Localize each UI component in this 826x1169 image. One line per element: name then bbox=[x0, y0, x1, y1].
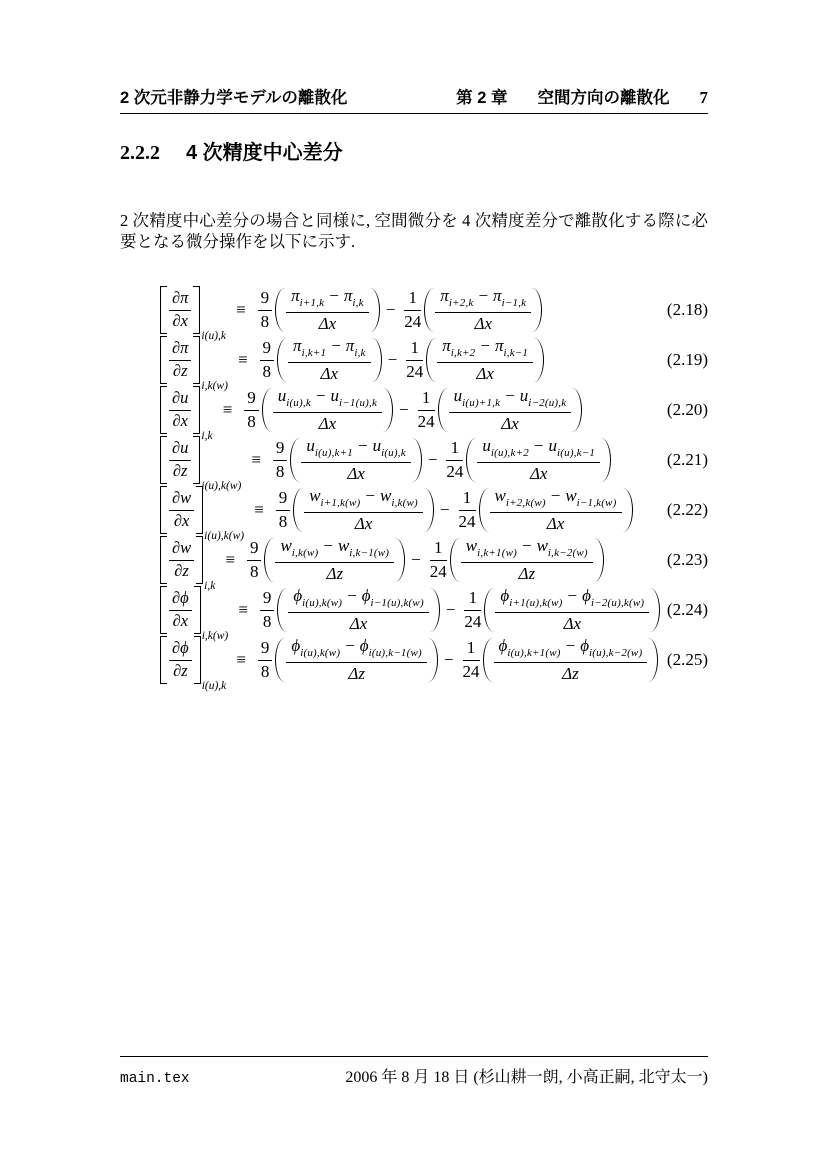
minus-sign: − bbox=[505, 386, 515, 406]
equiv-sign: ≡ bbox=[225, 549, 235, 569]
coefficient-fraction-2: $\frac{1}{24}$ bbox=[429, 538, 447, 581]
term-3: $\phi_{i(u),k+1(w)}$ bbox=[498, 636, 561, 660]
bracket-subscript: i,k(w) bbox=[201, 629, 229, 642]
equiv-sign: ≡ bbox=[238, 599, 248, 619]
term-2: $w_{i,k(w)}$ bbox=[380, 486, 418, 510]
grid-spacing-1: Δx bbox=[318, 414, 337, 434]
bracket-subscript: i,k bbox=[204, 579, 216, 592]
equation-body bbox=[160, 286, 542, 342]
partial-derivative-fraction bbox=[169, 539, 194, 581]
grid-spacing-1: Δz bbox=[348, 664, 365, 684]
minus-sign: − bbox=[521, 536, 532, 556]
right-bracket bbox=[193, 436, 200, 484]
derivative-operator-bracket bbox=[160, 637, 201, 683]
minus-sign: − bbox=[411, 549, 421, 569]
left-paren-icon bbox=[277, 588, 287, 632]
partial-derivative-fraction bbox=[169, 439, 191, 481]
term-3: $w_{i,k+1(w)}$ bbox=[465, 536, 517, 560]
difference-fraction-1 bbox=[286, 286, 369, 334]
derivative-denominator: ∂z bbox=[173, 660, 188, 680]
term-2: $\pi_{i,k}$ bbox=[343, 286, 364, 310]
partial-derivative-fraction bbox=[169, 489, 194, 531]
minus-sign: − bbox=[357, 436, 368, 456]
equation-row bbox=[120, 285, 708, 342]
minus-sign: − bbox=[345, 636, 355, 656]
equation-row bbox=[120, 535, 708, 592]
term-1: $w_{i,k(w)}$ bbox=[280, 536, 319, 560]
grid-spacing-1: Δz bbox=[326, 564, 344, 584]
term-2: $\phi_{i(u),k-1(w)}$ bbox=[359, 636, 422, 660]
term-3: $u_{i(u),k+2}$ bbox=[482, 436, 529, 460]
derivative-operator-bracket bbox=[160, 537, 203, 583]
difference-fraction-2 bbox=[435, 286, 531, 334]
term-4: $\phi_{i-2(u),k(w)}$ bbox=[582, 586, 645, 610]
term-2: $u_{i(u),k}$ bbox=[372, 436, 406, 460]
coefficient-fraction-2: $\frac{1}{24}$ bbox=[462, 638, 480, 681]
derivative-denominator: ∂x bbox=[172, 310, 188, 330]
minus-sign: − bbox=[439, 499, 450, 519]
derivative-operator-bracket bbox=[160, 337, 200, 383]
coefficient-fraction-2: $\frac{1}{24}$ bbox=[464, 588, 482, 631]
right-paren-icon bbox=[428, 638, 438, 682]
coefficient-fraction-1: $\frac{9}{8}$ bbox=[276, 488, 291, 531]
derivative-numerator: ∂ϕ bbox=[169, 639, 192, 661]
coefficient-fraction-2: $\frac{1}{24}$ bbox=[458, 488, 476, 531]
derivative-numerator: ∂π bbox=[169, 289, 191, 311]
header-right-group bbox=[456, 84, 708, 108]
equation-body bbox=[160, 486, 633, 542]
left-bracket bbox=[160, 486, 167, 534]
right-paren-icon bbox=[430, 588, 440, 632]
difference-fraction-2 bbox=[477, 436, 600, 484]
equation-row bbox=[120, 635, 708, 692]
coefficient-fraction-1: $\frac{9}{8}$ bbox=[260, 338, 275, 381]
right-paren-icon bbox=[424, 488, 434, 532]
equation-row bbox=[120, 485, 708, 542]
term-2: $\pi_{i,k}$ bbox=[345, 336, 366, 360]
bracket-subscript: i(u),k bbox=[201, 679, 227, 692]
equation-number: (2.22) bbox=[666, 500, 708, 519]
left-paren-icon bbox=[484, 588, 494, 632]
equation-body bbox=[160, 586, 660, 642]
right-paren-icon bbox=[372, 338, 382, 382]
partial-derivative-fraction bbox=[169, 289, 191, 331]
left-paren-icon bbox=[277, 338, 287, 382]
difference-fraction-1 bbox=[301, 436, 410, 484]
page-footer bbox=[120, 1056, 708, 1087]
derivative-operator-bracket bbox=[160, 287, 200, 333]
minus-sign: − bbox=[329, 286, 339, 306]
equation-row bbox=[120, 585, 708, 642]
minus-sign: − bbox=[331, 336, 341, 356]
term-3: $w_{i+2,k(w)}$ bbox=[494, 486, 546, 510]
minus-sign: − bbox=[480, 336, 490, 356]
left-bracket bbox=[160, 286, 167, 334]
term-1: $\phi_{i(u),k(w)}$ bbox=[291, 636, 341, 660]
derivative-numerator: ∂π bbox=[169, 339, 191, 361]
bracket-subscript: i,k bbox=[201, 429, 213, 442]
grid-spacing-1: Δx bbox=[349, 614, 368, 634]
term-4: $u_{i(u),k-1}$ bbox=[548, 436, 596, 460]
grid-spacing-2: Δx bbox=[529, 464, 548, 484]
coefficient-fraction-1: $\frac{9}{8}$ bbox=[244, 388, 259, 431]
left-paren-icon bbox=[438, 388, 448, 432]
derivative-denominator: ∂z bbox=[174, 560, 189, 580]
derivative-numerator: ∂u bbox=[169, 389, 191, 411]
right-paren-icon bbox=[370, 288, 380, 332]
left-paren-icon bbox=[479, 488, 489, 532]
section-title: 4 次精度中心差分 bbox=[186, 142, 343, 164]
right-paren-icon bbox=[532, 288, 542, 332]
right-paren-icon bbox=[601, 438, 611, 482]
difference-fraction-1 bbox=[288, 336, 371, 384]
left-paren-icon bbox=[466, 438, 476, 482]
intro-paragraph: 2 次精度中心差分の場合と同様に, 空間微分を 4 次精度差分で離散化する際に必要となる微分操作を以下に示す. bbox=[120, 210, 708, 251]
left-bracket bbox=[160, 386, 167, 434]
right-bracket bbox=[194, 586, 201, 634]
derivative-denominator: ∂z bbox=[172, 460, 188, 480]
coefficient-fraction-2: $\frac{1}{24}$ bbox=[406, 338, 424, 381]
derivative-denominator: ∂x bbox=[173, 510, 190, 530]
minus-sign: − bbox=[533, 436, 544, 456]
bracket-subscript: i(u),k(w) bbox=[201, 479, 242, 492]
grid-spacing-2: Δx bbox=[501, 414, 519, 434]
section-heading bbox=[120, 136, 343, 165]
difference-fraction-2 bbox=[461, 536, 593, 584]
difference-fraction-1 bbox=[275, 536, 394, 584]
page-number: 7 bbox=[699, 88, 708, 107]
left-paren-icon bbox=[483, 638, 493, 682]
difference-fraction-2 bbox=[495, 586, 649, 634]
partial-derivative-fraction bbox=[169, 639, 192, 681]
right-bracket bbox=[193, 386, 200, 434]
term-4: $\pi_{i-1,k}$ bbox=[493, 286, 527, 310]
term-3: $u_{i(u)+1,k}$ bbox=[453, 386, 501, 410]
derivative-numerator: ∂w bbox=[169, 539, 194, 561]
grid-spacing-1: Δx bbox=[354, 514, 373, 534]
coefficient-fraction-1: $\frac{9}{8}$ bbox=[273, 438, 288, 481]
difference-fraction-1 bbox=[304, 486, 423, 534]
derivative-operator-bracket bbox=[160, 487, 203, 533]
term-4: $w_{i-1,k(w)}$ bbox=[565, 486, 617, 510]
minus-sign: − bbox=[387, 349, 398, 369]
minus-sign: − bbox=[323, 536, 333, 556]
section-number: 2.2.2 bbox=[120, 142, 160, 164]
minus-sign: − bbox=[385, 299, 396, 319]
minus-sign: − bbox=[550, 486, 561, 506]
equation-number: (2.24) bbox=[666, 600, 708, 619]
coefficient-fraction-2: $\frac{1}{24}$ bbox=[446, 438, 464, 481]
equiv-sign: ≡ bbox=[236, 649, 246, 669]
bracket-subscript: i(u),k bbox=[201, 329, 227, 342]
grid-spacing-2: Δx bbox=[474, 314, 492, 334]
right-bracket bbox=[194, 636, 201, 684]
left-paren-icon bbox=[290, 438, 300, 482]
grid-spacing-1: Δx bbox=[318, 314, 337, 334]
coefficient-fraction-1: $\frac{9}{8}$ bbox=[258, 638, 273, 681]
grid-spacing-2: Δz bbox=[562, 664, 579, 684]
derivative-numerator: ∂u bbox=[169, 439, 191, 461]
equation-row bbox=[120, 335, 708, 392]
header-chapter-title: 空間方向の離散化 bbox=[537, 89, 670, 107]
page-header bbox=[120, 84, 708, 114]
term-4: $\phi_{i(u),k-2(w)}$ bbox=[580, 636, 643, 660]
equation-body bbox=[160, 386, 582, 442]
equiv-sign: ≡ bbox=[237, 349, 248, 369]
term-3: $\pi_{i+2,k}$ bbox=[440, 286, 474, 310]
grid-spacing-2: Δx bbox=[476, 364, 494, 384]
term-4: $u_{i-2(u),k}$ bbox=[519, 386, 567, 410]
left-paren-icon bbox=[450, 538, 460, 582]
minus-sign: − bbox=[365, 486, 375, 506]
term-1: $\pi_{i,k+1}$ bbox=[293, 336, 327, 360]
equation-number: (2.20) bbox=[666, 400, 708, 419]
minus-sign: − bbox=[443, 649, 454, 669]
left-paren-icon bbox=[275, 288, 285, 332]
term-1: $\phi_{i(u),k(w)}$ bbox=[293, 586, 343, 610]
bracket-subscript: i,k(w) bbox=[201, 379, 228, 392]
equation-number: (2.23) bbox=[666, 550, 708, 569]
term-1: $w_{i+1,k(w)}$ bbox=[309, 486, 361, 510]
coefficient-fraction-1: $\frac{9}{8}$ bbox=[247, 538, 262, 581]
equation-body bbox=[160, 336, 544, 392]
derivative-numerator: ∂ϕ bbox=[169, 589, 192, 611]
coefficient-fraction-2: $\frac{1}{24}$ bbox=[404, 288, 422, 331]
minus-sign: − bbox=[315, 386, 326, 406]
right-paren-icon bbox=[594, 538, 604, 582]
term-1: $u_{i(u),k+1}$ bbox=[306, 436, 353, 460]
grid-spacing-1: Δx bbox=[347, 464, 365, 484]
term-2: $w_{i,k-1(w)}$ bbox=[337, 536, 390, 560]
partial-derivative-fraction bbox=[169, 589, 192, 631]
equation-row bbox=[120, 385, 708, 442]
derivative-operator-bracket bbox=[160, 437, 200, 483]
term-1: $\pi_{i+1,k}$ bbox=[291, 286, 325, 310]
right-bracket bbox=[193, 286, 200, 334]
minus-sign: − bbox=[399, 399, 409, 419]
right-paren-icon bbox=[648, 638, 658, 682]
equiv-sign: ≡ bbox=[254, 499, 264, 519]
derivative-numerator: ∂w bbox=[169, 489, 194, 511]
left-paren-icon bbox=[424, 288, 434, 332]
left-paren-icon bbox=[264, 538, 274, 582]
left-bracket bbox=[160, 586, 167, 634]
coefficient-fraction-1: $\frac{9}{8}$ bbox=[258, 288, 273, 331]
equation-number: (2.18) bbox=[666, 300, 708, 319]
grid-spacing-2: Δx bbox=[563, 614, 582, 634]
left-bracket bbox=[160, 536, 167, 584]
minus-sign: − bbox=[347, 586, 357, 606]
left-paren-icon bbox=[293, 488, 303, 532]
partial-derivative-fraction bbox=[169, 339, 191, 381]
derivative-denominator: ∂x bbox=[172, 610, 189, 630]
left-paren-icon bbox=[262, 388, 272, 432]
minus-sign: − bbox=[565, 636, 576, 656]
minus-sign: − bbox=[567, 586, 578, 606]
difference-fraction-2 bbox=[437, 336, 533, 384]
right-paren-icon bbox=[623, 488, 633, 532]
equiv-sign: ≡ bbox=[236, 299, 246, 319]
equation-number: (2.19) bbox=[666, 350, 708, 369]
term-1: $u_{i(u),k}$ bbox=[277, 386, 311, 410]
left-bracket bbox=[160, 636, 167, 684]
minus-sign: − bbox=[445, 599, 456, 619]
equation-number: (2.21) bbox=[666, 450, 708, 469]
term-4: $w_{i,k-2(w)}$ bbox=[536, 536, 588, 560]
difference-fraction-1 bbox=[288, 586, 429, 634]
footer-date-authors: 2006 年 8 月 18 日 (杉山耕一朗, 小高正嗣, 北守太一) bbox=[345, 1069, 708, 1086]
difference-fraction-2 bbox=[449, 386, 572, 434]
right-paren-icon bbox=[395, 538, 405, 582]
term-2: $\phi_{i-1(u),k(w)}$ bbox=[361, 586, 424, 610]
equation-body bbox=[160, 636, 658, 692]
left-bracket bbox=[160, 436, 167, 484]
right-bracket bbox=[193, 336, 200, 384]
header-running-title: 2 次元非静力学モデルの離散化 bbox=[120, 89, 348, 107]
footer-filename: main.tex bbox=[120, 1071, 190, 1087]
grid-spacing-2: Δx bbox=[546, 514, 565, 534]
header-chapter-number: 第 2 章 bbox=[456, 89, 508, 107]
derivative-denominator: ∂z bbox=[172, 360, 188, 380]
equation-number: (2.25) bbox=[666, 650, 708, 669]
right-paren-icon bbox=[534, 338, 544, 382]
partial-derivative-fraction bbox=[169, 389, 191, 431]
term-3: $\phi_{i+1(u),k(w)}$ bbox=[500, 586, 563, 610]
right-paren-icon bbox=[650, 588, 660, 632]
right-paren-icon bbox=[383, 388, 393, 432]
equation-row bbox=[120, 435, 708, 492]
coefficient-fraction-1: $\frac{9}{8}$ bbox=[260, 588, 275, 631]
minus-sign: − bbox=[478, 286, 489, 306]
difference-fraction-2 bbox=[494, 636, 648, 684]
left-paren-icon bbox=[426, 338, 436, 382]
equiv-sign: ≡ bbox=[222, 399, 233, 419]
term-3: $\pi_{i,k+2}$ bbox=[442, 336, 476, 360]
right-bracket bbox=[196, 486, 203, 534]
header-rule bbox=[120, 113, 708, 114]
difference-fraction-2 bbox=[490, 486, 622, 534]
left-paren-icon bbox=[275, 638, 285, 682]
difference-fraction-1 bbox=[273, 386, 382, 434]
equation-body bbox=[160, 536, 604, 592]
coefficient-fraction-2: $\frac{1}{24}$ bbox=[417, 388, 435, 431]
grid-spacing-1: Δx bbox=[320, 364, 339, 384]
derivative-operator-bracket bbox=[160, 387, 200, 433]
derivative-operator-bracket bbox=[160, 587, 201, 633]
equation-list bbox=[120, 285, 708, 692]
bracket-subscript: i(u),k(w) bbox=[204, 529, 245, 542]
left-bracket bbox=[160, 336, 167, 384]
grid-spacing-2: Δz bbox=[518, 564, 536, 584]
minus-sign: − bbox=[427, 449, 438, 469]
right-paren-icon bbox=[412, 438, 422, 482]
term-4: $\pi_{i,k-1}$ bbox=[494, 336, 529, 360]
right-bracket bbox=[196, 536, 203, 584]
term-2: $u_{i-1(u),k}$ bbox=[330, 386, 378, 410]
equation-body bbox=[160, 436, 611, 492]
derivative-denominator: ∂x bbox=[172, 410, 188, 430]
difference-fraction-1 bbox=[286, 636, 427, 684]
right-paren-icon bbox=[572, 388, 582, 432]
equiv-sign: ≡ bbox=[251, 449, 261, 469]
